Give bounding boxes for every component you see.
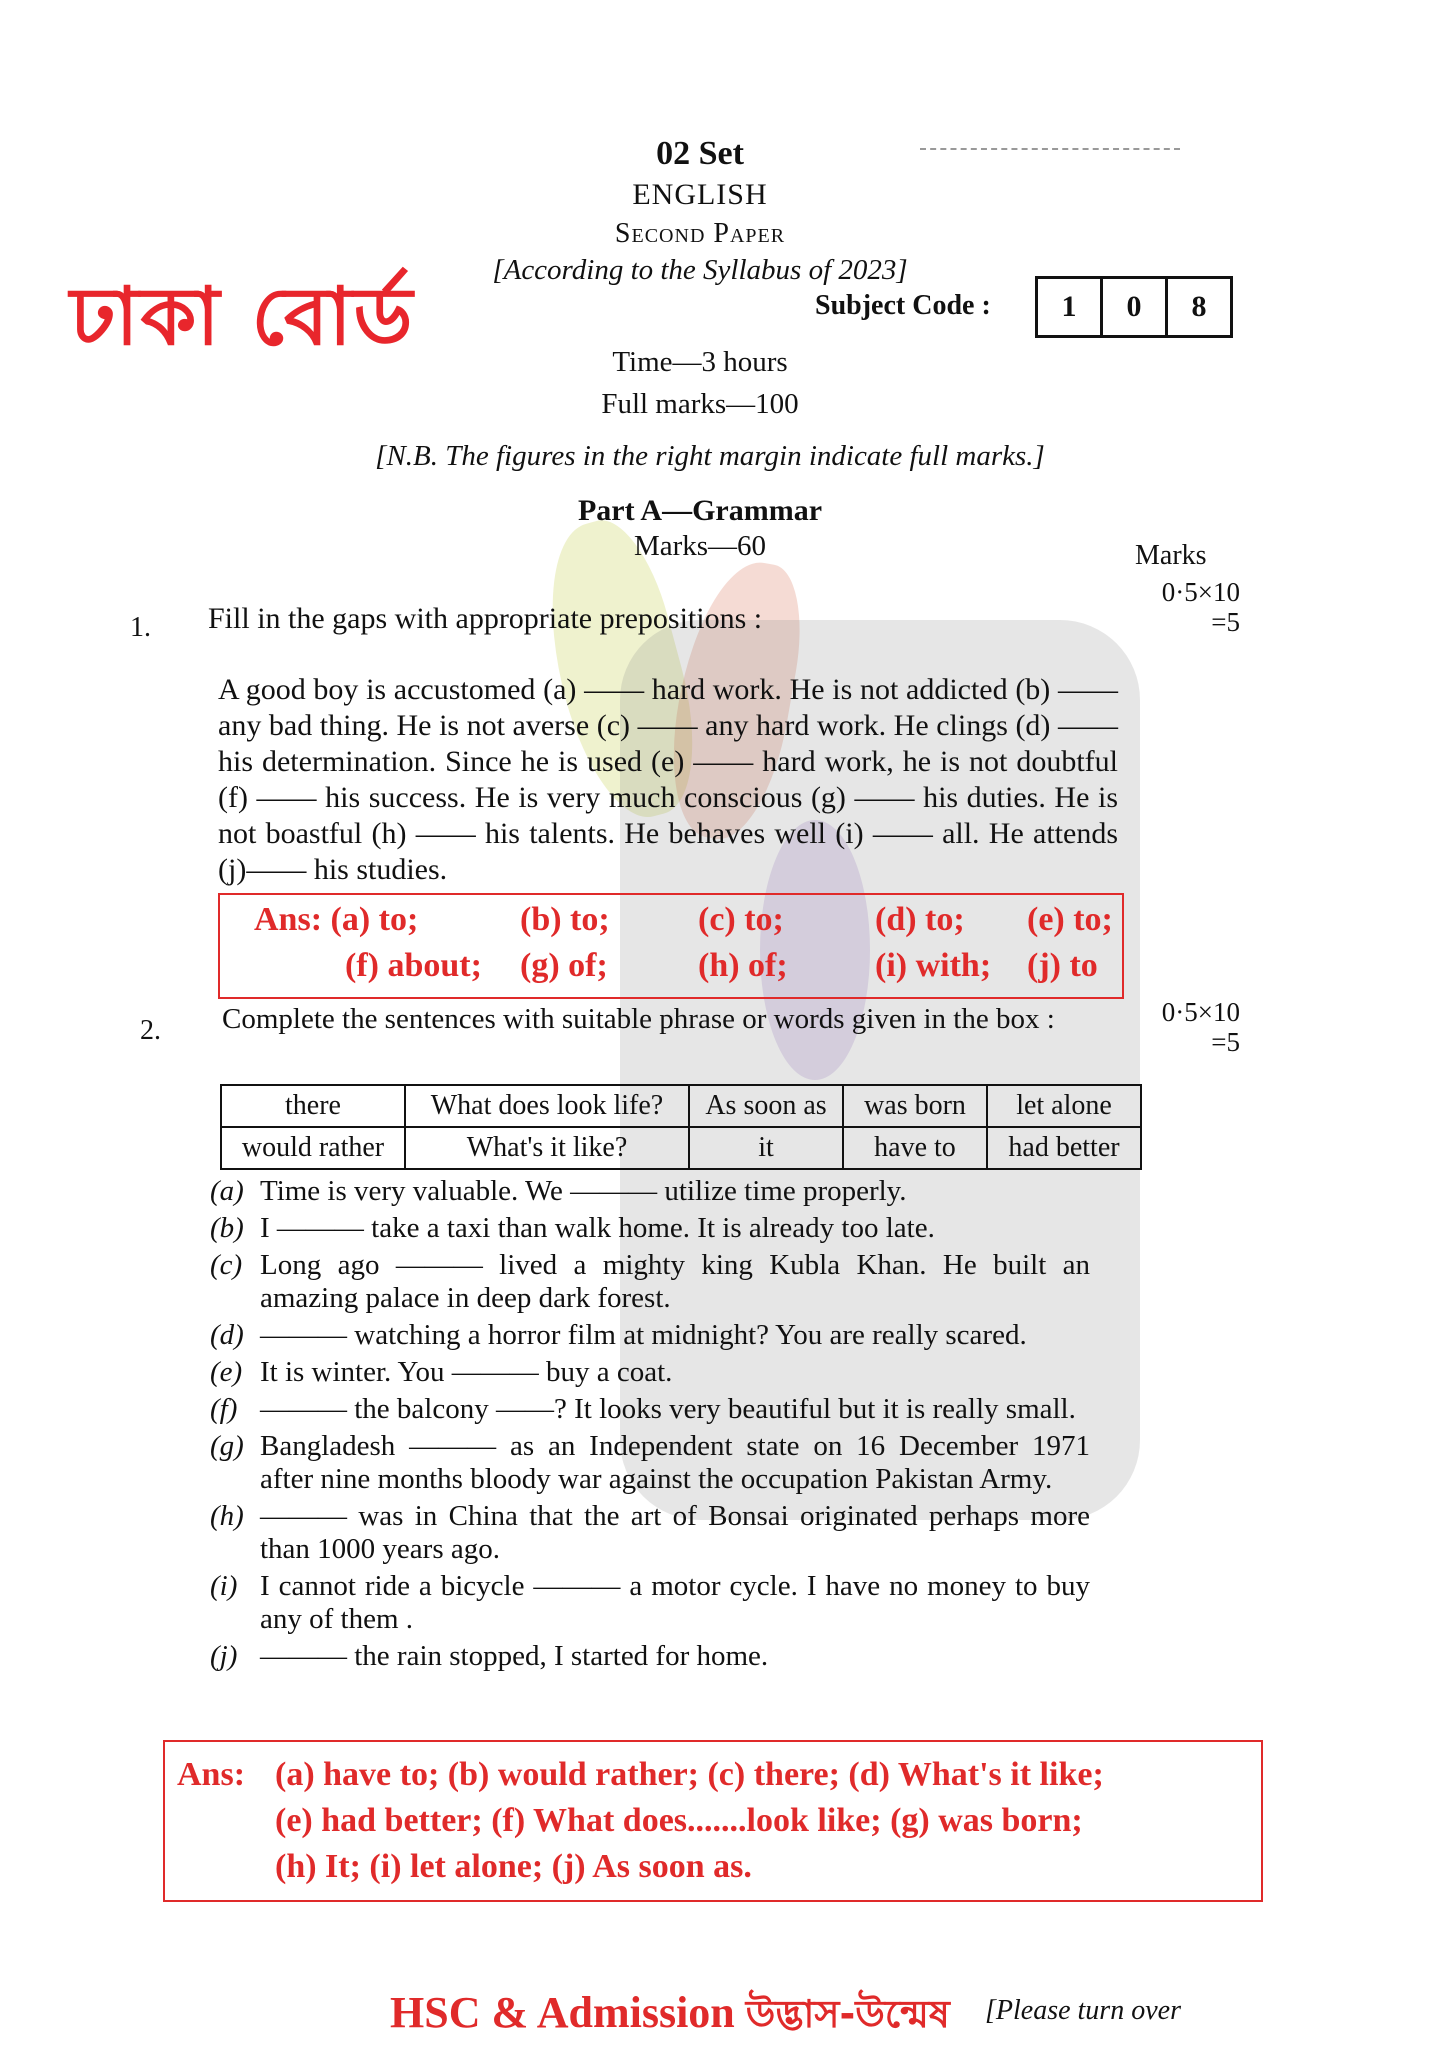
word-box-cell: was born bbox=[843, 1085, 987, 1127]
subject-code-digit: 1 bbox=[1038, 279, 1103, 335]
word-box-cell: let alone bbox=[987, 1085, 1141, 1127]
board-logo: ঢাকা বোর্ড bbox=[70, 270, 415, 363]
q2-sentence bbox=[210, 1570, 1090, 1636]
q2-sentence bbox=[210, 1319, 1090, 1352]
full-marks: Full marks—100 bbox=[601, 388, 799, 420]
part-marks: Marks—60 bbox=[633, 530, 767, 562]
q1-answer: (b) to; bbox=[520, 901, 610, 938]
q1-answer: (e) to; bbox=[1027, 901, 1113, 938]
footer-brand-bangla: উদ্ভাস-উন্মেষ bbox=[745, 1992, 950, 2036]
sentence-text: ——— the balcony ——? It looks very beautiful but it is really small. bbox=[260, 1393, 1076, 1425]
q2-sentence bbox=[210, 1212, 1090, 1245]
part-title: Part A—Grammar bbox=[577, 494, 823, 527]
sentence-label: (c) bbox=[210, 1249, 243, 1281]
word-box-cell: had better bbox=[987, 1127, 1141, 1169]
q1-answer: (c) to; bbox=[698, 901, 784, 938]
subject-code-box bbox=[1035, 276, 1233, 338]
q2-marks-total: =5 bbox=[1211, 1027, 1240, 1057]
word-box-row bbox=[221, 1127, 1141, 1169]
q1-answer: (f) about; bbox=[345, 947, 482, 984]
q1-answer: (j) to bbox=[1027, 947, 1098, 984]
q1-answer-box bbox=[218, 893, 1124, 999]
word-box-row bbox=[221, 1085, 1141, 1127]
subject-title: ENGLISH bbox=[632, 178, 768, 211]
nb-note: [N.B. The figures in the right margin indicate full marks.] bbox=[375, 440, 1045, 472]
word-box-cell: there bbox=[221, 1085, 405, 1127]
q1-answer: (g) of; bbox=[520, 947, 608, 984]
sentence-label: (a) bbox=[210, 1175, 244, 1207]
q2-number: 2. bbox=[140, 1015, 161, 1046]
exam-time: Time—3 hours bbox=[612, 346, 788, 378]
q2-word-box bbox=[220, 1084, 1142, 1170]
turn-over-note: [Please turn over bbox=[985, 1995, 1181, 2026]
word-box-cell: it bbox=[689, 1127, 843, 1169]
syllabus-note: [According to the Syllabus of 2023] bbox=[492, 254, 908, 286]
q1-marks: 0·5×10 bbox=[1161, 577, 1240, 607]
sentence-label: (i) bbox=[210, 1570, 238, 1602]
word-box-cell: What does look life? bbox=[405, 1085, 689, 1127]
footer-brand-text: HSC & Admission bbox=[390, 1988, 735, 2037]
q1-answer: (h) of; bbox=[698, 947, 788, 984]
subject-code-digit: 0 bbox=[1103, 279, 1168, 335]
sentence-text: It is winter. You ——— buy a coat. bbox=[260, 1356, 673, 1388]
sentence-label: (f) bbox=[210, 1393, 238, 1425]
word-box-cell: would rather bbox=[221, 1127, 405, 1169]
q1-instruction: Fill in the gaps with appropriate prepositions : bbox=[208, 602, 763, 635]
decorative-dash bbox=[920, 148, 1180, 150]
q2-answer-line: (h) It; (i) let alone; (j) As soon as. bbox=[275, 1848, 752, 1885]
sentence-text: I ——— take a taxi than walk home. It is already too late. bbox=[260, 1212, 935, 1244]
q2-sentence bbox=[210, 1393, 1090, 1426]
marks-heading: Marks bbox=[1135, 540, 1207, 571]
q1-answer: Ans: (a) to; bbox=[254, 901, 419, 938]
sentence-text: Long ago ——— lived a mighty king Kubla Khan. He built an amazing palace in deep dark forest. bbox=[260, 1249, 1090, 1314]
sentence-label: (b) bbox=[210, 1212, 244, 1244]
sentence-label: (e) bbox=[210, 1356, 243, 1388]
q1-answer: (d) to; bbox=[875, 901, 965, 938]
q2-answer-box bbox=[163, 1740, 1263, 1902]
sentence-text: ——— watching a horror film at midnight? You are really scared. bbox=[260, 1319, 1027, 1351]
word-box-cell: What's it like? bbox=[405, 1127, 689, 1169]
sentence-label: (h) bbox=[210, 1500, 244, 1532]
paper-title: Second Paper bbox=[614, 218, 786, 249]
q2-answer-line: (e) had better; (f) What does.......look like; (g) was born; bbox=[275, 1802, 1083, 1839]
q2-marks: 0·5×10 bbox=[1161, 997, 1240, 1027]
q2-answer-label: Ans: bbox=[177, 1756, 246, 1793]
q1-marks-total: =5 bbox=[1211, 607, 1240, 637]
q2-sentence bbox=[210, 1249, 1090, 1315]
word-box-cell: have to bbox=[843, 1127, 987, 1169]
sentence-text: Bangladesh ——— as an Independent state on 16 December 1971 after nine months bloody war against the occupation Pakistan Army. bbox=[260, 1430, 1090, 1495]
q2-sentence-list bbox=[210, 1175, 1090, 1677]
q2-sentence bbox=[210, 1430, 1090, 1496]
sentence-text: I cannot ride a bicycle ——— a motor cycle. I have no money to buy any of them . bbox=[260, 1570, 1090, 1635]
q1-answer: (i) with; bbox=[875, 947, 992, 984]
q1-number: 1. bbox=[130, 612, 151, 643]
q2-sentence bbox=[210, 1640, 1090, 1673]
sentence-text: Time is very valuable. We ——— utilize time properly. bbox=[260, 1175, 907, 1207]
sentence-text: ——— was in China that the art of Bonsai originated perhaps more than 1000 years ago. bbox=[260, 1500, 1090, 1565]
footer-brand bbox=[390, 1985, 950, 2049]
q2-instruction: Complete the sentences with suitable phrase or words given in the box : bbox=[222, 1003, 1055, 1035]
q1-passage: A good boy is accustomed (a) —— hard work. He is not addicted (b) —— any bad thing. He is not averse (c) —— any hard work. He clings (d) —— his determination. Since he is used (e) —— hard work, he is not doubtful (f) —— his success. He is very much conscious (g) —— his duties. He is not boastful (h) —— his talents. He behaves well (i) —— all. He attends (j)—— his studies. bbox=[218, 673, 1118, 886]
q2-answer-line: (a) have to; (b) would rather; (c) there; (d) What's it like; bbox=[275, 1756, 1104, 1793]
sentence-label: (g) bbox=[210, 1430, 244, 1462]
q2-sentence bbox=[210, 1356, 1090, 1389]
word-box-cell: As soon as bbox=[689, 1085, 843, 1127]
sentence-label: (d) bbox=[210, 1319, 244, 1351]
set-number: 02 Set bbox=[656, 135, 744, 172]
q2-sentence bbox=[210, 1500, 1090, 1566]
q2-sentence bbox=[210, 1175, 1090, 1208]
subject-code-digit: 8 bbox=[1191, 290, 1207, 323]
sentence-label: (j) bbox=[210, 1640, 238, 1672]
subject-code-label: Subject Code : bbox=[815, 290, 991, 321]
sentence-text: ——— the rain stopped, I started for home. bbox=[260, 1640, 769, 1672]
